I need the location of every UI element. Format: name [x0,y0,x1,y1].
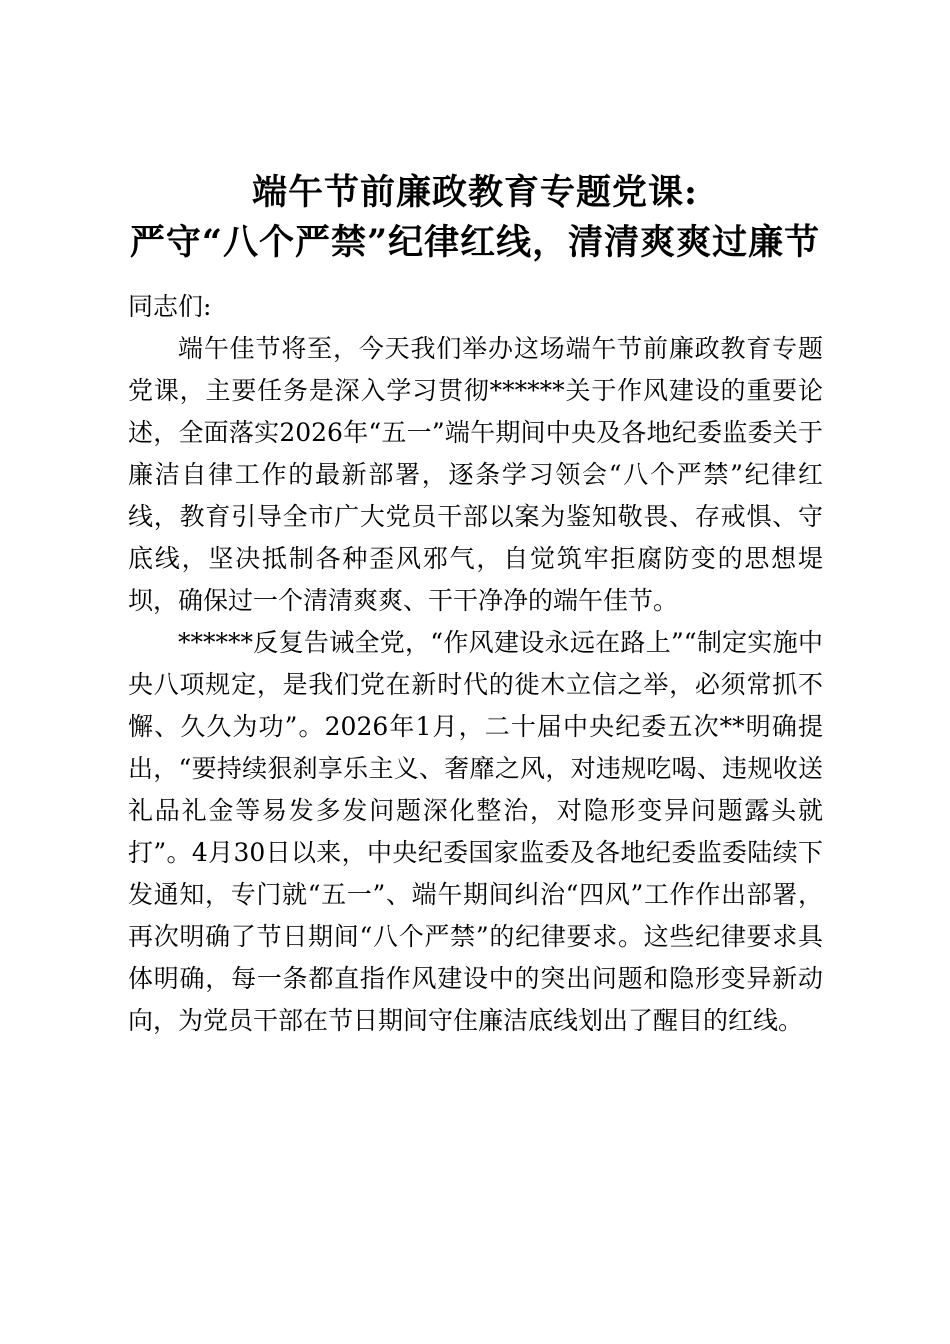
paragraph-1: 端午佳节将至，今天我们举办这场端午节前廉政教育专题党课，主要任务是深入学习贯彻******关于作风建设的重要论述，全面落实2026年“五一”端午期间中央及各地纪委监委关于廉洁自律工作的最新部署，逐条学习领会“八个严禁”纪律红线，教育引导全市广大党员干部以案为鉴知敬畏、存戒惧、守底线，坚决抵制各种歪风邪气，自觉筑牢拒腐防变的思想堤坝，确保过一个清清爽爽、干干净净的端午佳节。 [128,334,823,615]
document-body [128,286,823,1042]
document-title [0,168,950,268]
salutation: 同志们: [128,292,212,321]
title-line-1: 端午节前廉政教育专题党课: [252,172,698,213]
title-line-2: 严守“八个严禁”纪律红线，清清爽爽过廉节 [129,222,821,263]
paragraph-2: ******反复告诫全党，“作风建设永远在路上”“制定实施中央八项规定，是我们党在新时代的徙木立信之举，必须常抓不懈、久久为功”。2026年1月，二十届中央纪委五次**明确提出，“要持续狠刹享乐主义、奢靡之风，对违规吃喝、违规收送礼品礼金等易发多发问题深化整治，对隐形变异问题露头就打”。4月30日以来，中央纪委国家监委及各地纪委监委陆续下发通知，专门就“五一”、端午期间纠治“四风”工作作出部署，再次明确了节日期间“八个严禁”的纪律要求。这些纪律要求具体明确，每一条都直指作风建设中的突出问题和隐形变异新动向，为党员干部在节日期间守住廉洁底线划出了醒目的红线。 [128,628,823,1035]
